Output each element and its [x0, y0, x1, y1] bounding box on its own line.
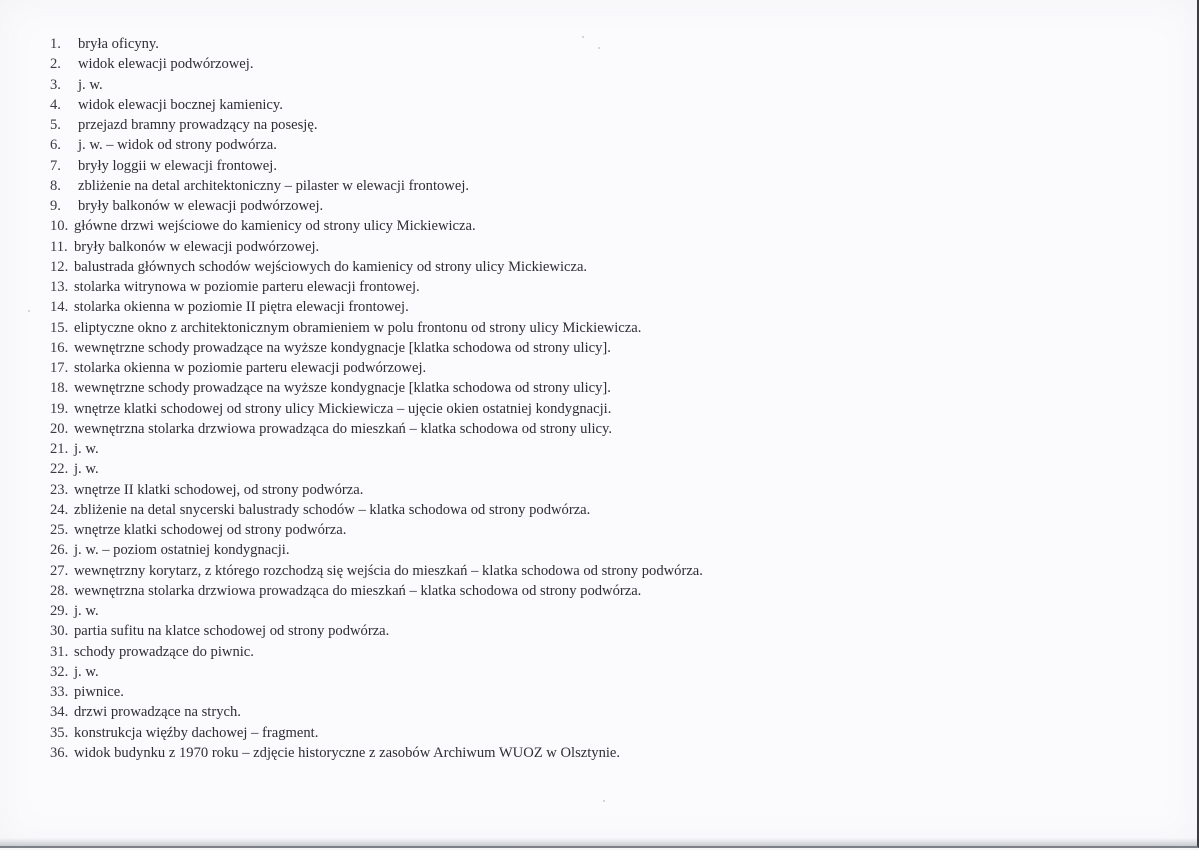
caption-number: 2.	[50, 56, 61, 73]
caption-number: 29.	[50, 603, 69, 619]
caption-text: widok budynku z 1970 roku – zdjęcie historyczne z zasobów Archiwum WUOZ w Olsztynie.	[74, 744, 621, 761]
caption-item	[50, 621, 703, 641]
caption-item	[50, 115, 703, 135]
caption-item	[50, 338, 703, 358]
caption-number: 1.	[50, 36, 61, 52]
caption-text: balustrada głównych schodów wejściowych do kamienicy od strony ulicy Mickiewicza.	[74, 258, 588, 275]
caption-text: bryły balkonów w elewacji podwórzowej.	[78, 198, 324, 214]
caption-number: 8.	[50, 177, 61, 194]
caption-text: partia sufitu na klatce schodowej od strony podwórza.	[74, 623, 390, 640]
caption-number: 16.	[50, 339, 69, 356]
caption-item	[50, 459, 703, 479]
caption-number: 25.	[50, 522, 69, 538]
caption-item	[50, 682, 703, 702]
photo-caption-list	[50, 34, 703, 763]
caption-text: j. w.	[74, 663, 99, 680]
caption-number: 14.	[50, 299, 69, 316]
caption-number: 21.	[50, 441, 69, 457]
caption-number: 32.	[50, 663, 69, 680]
caption-text: wewnętrzne schody prowadzące na wyższe kondygnacje [klatka schodowa od strony ulicy].	[74, 380, 611, 397]
caption-number: 22.	[50, 461, 69, 478]
caption-number: 7.	[50, 157, 61, 174]
caption-number: 9.	[50, 198, 61, 214]
caption-item	[50, 561, 703, 581]
caption-item	[50, 34, 703, 54]
caption-item	[50, 520, 703, 540]
caption-text: wnętrze II klatki schodowej, od strony podwórza.	[74, 481, 364, 498]
caption-text: piwnice.	[74, 684, 124, 700]
caption-text: stolarka okienna w poziomie II piętra elewacji frontowej.	[74, 299, 409, 316]
caption-item	[50, 216, 703, 236]
caption-number: 13.	[50, 279, 69, 295]
caption-number: 5.	[50, 117, 61, 133]
caption-item	[50, 439, 703, 459]
caption-item	[50, 419, 703, 439]
caption-number: 18.	[50, 380, 69, 397]
caption-number: 20.	[50, 420, 69, 437]
caption-number: 17.	[50, 360, 69, 376]
scan-speck	[28, 310, 30, 312]
caption-text: j. w.	[78, 76, 103, 93]
caption-item	[50, 662, 703, 682]
caption-item	[50, 318, 703, 338]
caption-text: schody prowadzące do piwnic.	[74, 643, 254, 660]
caption-item	[50, 378, 703, 398]
caption-number: 10.	[50, 218, 69, 235]
caption-number: 36.	[50, 744, 69, 761]
caption-item	[50, 135, 703, 155]
caption-text: bryła oficyny.	[78, 36, 159, 52]
caption-item	[50, 480, 703, 500]
caption-item	[50, 95, 703, 115]
caption-text: drzwi prowadzące na strych.	[74, 704, 241, 721]
caption-text: wnętrze klatki schodowej od strony podwórza.	[74, 522, 347, 538]
caption-item	[50, 297, 703, 317]
caption-item	[50, 399, 703, 419]
scan-speck	[603, 800, 605, 802]
caption-number: 24.	[50, 501, 69, 518]
caption-text: konstrukcja więźby dachowej – fragment.	[74, 724, 319, 741]
caption-text: eliptyczne okno z architektonicznym obramieniem w polu frontonu od strony ulicy Mickiewicza.	[74, 319, 642, 336]
caption-number: 3.	[50, 76, 61, 93]
caption-number: 23.	[50, 481, 69, 498]
caption-item	[50, 54, 703, 74]
caption-text: zbliżenie na detal snycerski balustrady schodów – klatka schodowa od strony podwórza.	[74, 501, 591, 518]
caption-text: j. w. – poziom ostatniej kondygnacji.	[74, 542, 290, 559]
caption-item	[50, 358, 703, 378]
caption-text: j. w.	[74, 461, 99, 478]
caption-number: 33.	[50, 684, 69, 700]
caption-text: widok elewacji podwórzowej.	[78, 56, 254, 73]
caption-text: wewnętrzny korytarz, z którego rozchodzą się wejścia do mieszkań – klatka schodowa od strony podwórza.	[74, 562, 703, 579]
caption-item	[50, 500, 703, 520]
caption-text: widok elewacji bocznej kamienicy.	[78, 96, 283, 113]
caption-number: 19.	[50, 400, 69, 417]
caption-item	[50, 723, 703, 743]
caption-text: wewnętrzne schody prowadzące na wyższe kondygnacje [klatka schodowa od strony ulicy].	[74, 339, 611, 356]
caption-item	[50, 75, 703, 95]
caption-item	[50, 277, 703, 297]
caption-item	[50, 196, 703, 216]
caption-text: stolarka okienna w poziomie parteru elewacji podwórzowej.	[74, 360, 427, 376]
caption-item	[50, 702, 703, 722]
caption-number: 6.	[50, 137, 61, 154]
caption-text: j. w.	[74, 603, 99, 619]
caption-item	[50, 176, 703, 196]
caption-number: 28.	[50, 582, 69, 599]
caption-number: 30.	[50, 623, 69, 640]
caption-number: 31.	[50, 643, 69, 660]
caption-number: 15.	[50, 319, 69, 336]
caption-text: przejazd bramny prowadzący na posesję.	[78, 117, 318, 133]
caption-text: bryły loggii w elewacji frontowej.	[78, 157, 277, 174]
caption-text: wnętrze klatki schodowej od strony ulicy Mickiewicza – ujęcie okien ostatniej kondygnacji.	[74, 400, 612, 417]
caption-text: j. w.	[74, 441, 99, 457]
caption-item	[50, 540, 703, 560]
caption-item	[50, 156, 703, 176]
caption-number: 35.	[50, 724, 69, 741]
caption-text: bryły balkonów w elewacji podwórzowej.	[74, 238, 320, 255]
caption-number: 11.	[50, 238, 68, 255]
caption-text: zbliżenie na detal architektoniczny – pilaster w elewacji frontowej.	[78, 177, 470, 194]
caption-item	[50, 237, 703, 257]
caption-number: 26.	[50, 542, 69, 559]
caption-text: główne drzwi wejściowe do kamienicy od strony ulicy Mickiewicza.	[74, 218, 476, 235]
caption-item	[50, 642, 703, 662]
caption-item	[50, 743, 703, 763]
caption-text: stolarka witrynowa w poziomie parteru elewacji frontowej.	[74, 279, 420, 295]
caption-number: 27.	[50, 562, 69, 579]
caption-number: 4.	[50, 96, 61, 113]
caption-text: wewnętrzna stolarka drzwiowa prowadząca do mieszkań – klatka schodowa od strony podwórza.	[74, 582, 642, 599]
caption-number: 34.	[50, 704, 69, 721]
caption-text: j. w. – widok od strony podwórza.	[78, 137, 277, 154]
caption-number: 12.	[50, 258, 69, 275]
caption-item	[50, 257, 703, 277]
caption-item	[50, 601, 703, 621]
caption-item	[50, 581, 703, 601]
caption-text: wewnętrzna stolarka drzwiowa prowadząca do mieszkań – klatka schodowa od strony ulicy.	[74, 420, 613, 437]
